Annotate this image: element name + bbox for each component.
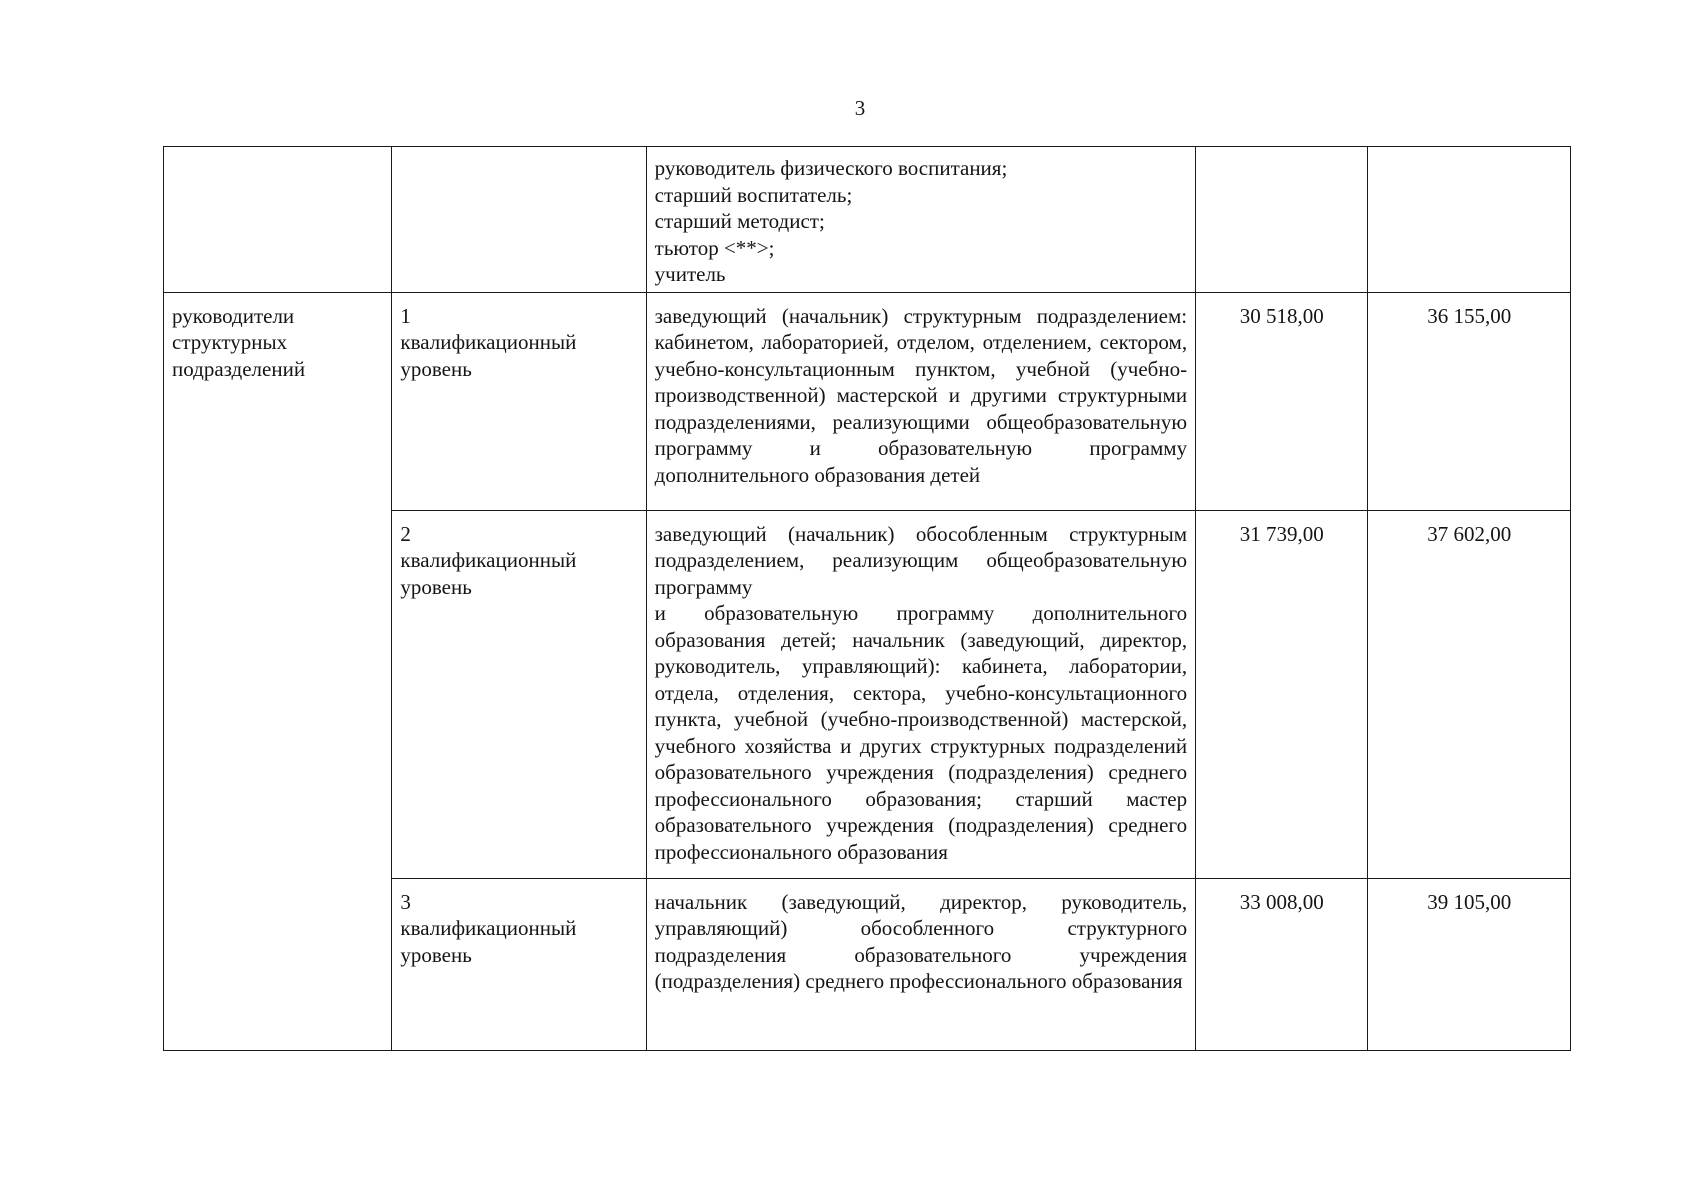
- salary-cell: [1368, 147, 1571, 293]
- salary-table: [163, 146, 1571, 1051]
- positions-part: заведующий (начальник) обособленным структурным подразделением, реализующим общеобразовательную программу: [654, 521, 1188, 599]
- position-line: тьютор <**>;: [654, 235, 775, 260]
- level-cell: 2 квалификационный уровень: [392, 510, 646, 878]
- positions-cell: начальник (заведующий, директор, руководитель, управляющий) обособленного структурного подразделения образовательного учреждения (подразделения) среднего профессионального образования: [646, 878, 1195, 1050]
- position-line: учитель: [654, 262, 726, 286]
- positions-cell: [646, 510, 1195, 878]
- level-cell: 1 квалификационный уровень: [392, 292, 646, 510]
- positions-part: и образовательную программу дополнительного образования детей; начальник (заведующий, директор, руководитель, управляющий): кабинета, лаборатории, отдела, отделения, сектора, учебно-консультационного пункта, учебной (учебно-производственной) мастерской, учебного хозяйства и других структурных подразделений образовательного учреждения (подразделения) среднего профессионального образования; старший мастер образовательного учреждения (подразделения) среднего профессионального образования: [654, 601, 1188, 864]
- positions-cell: заведующий (начальник) структурным подразделением: кабинетом, лабораторией, отделом, отделением, сектором, учебно-консультационным пунктом, учебной (учебно-производственной) мастерской и другими структурными подразделениями, реализующими общеобразовательную программу и образовательную программу дополнительного образования детей: [646, 292, 1195, 510]
- position-line: старший методист;: [654, 209, 825, 233]
- salary-cell: 30 518,00: [1196, 292, 1368, 510]
- salary-cell: 39 105,00: [1368, 878, 1571, 1050]
- position-line: руководитель физического воспитания;: [654, 156, 1008, 180]
- position-line: старший воспитатель;: [654, 182, 853, 207]
- positions-cell: [646, 147, 1195, 293]
- table-row: [164, 147, 1571, 293]
- salary-cell: [1196, 147, 1368, 293]
- level-cell: 3 квалификационный уровень: [392, 878, 646, 1050]
- table-row: [164, 292, 1571, 510]
- salary-cell: 37 602,00: [1368, 510, 1571, 878]
- salary-cell: 36 155,00: [1368, 292, 1571, 510]
- salary-cell: 31 739,00: [1196, 510, 1368, 878]
- group-cell: руководители структурных подразделений: [164, 292, 392, 1050]
- level-cell: [392, 147, 646, 293]
- page-number: 3: [854, 96, 866, 120]
- salary-cell: 33 008,00: [1196, 878, 1368, 1050]
- group-cell: [164, 147, 392, 293]
